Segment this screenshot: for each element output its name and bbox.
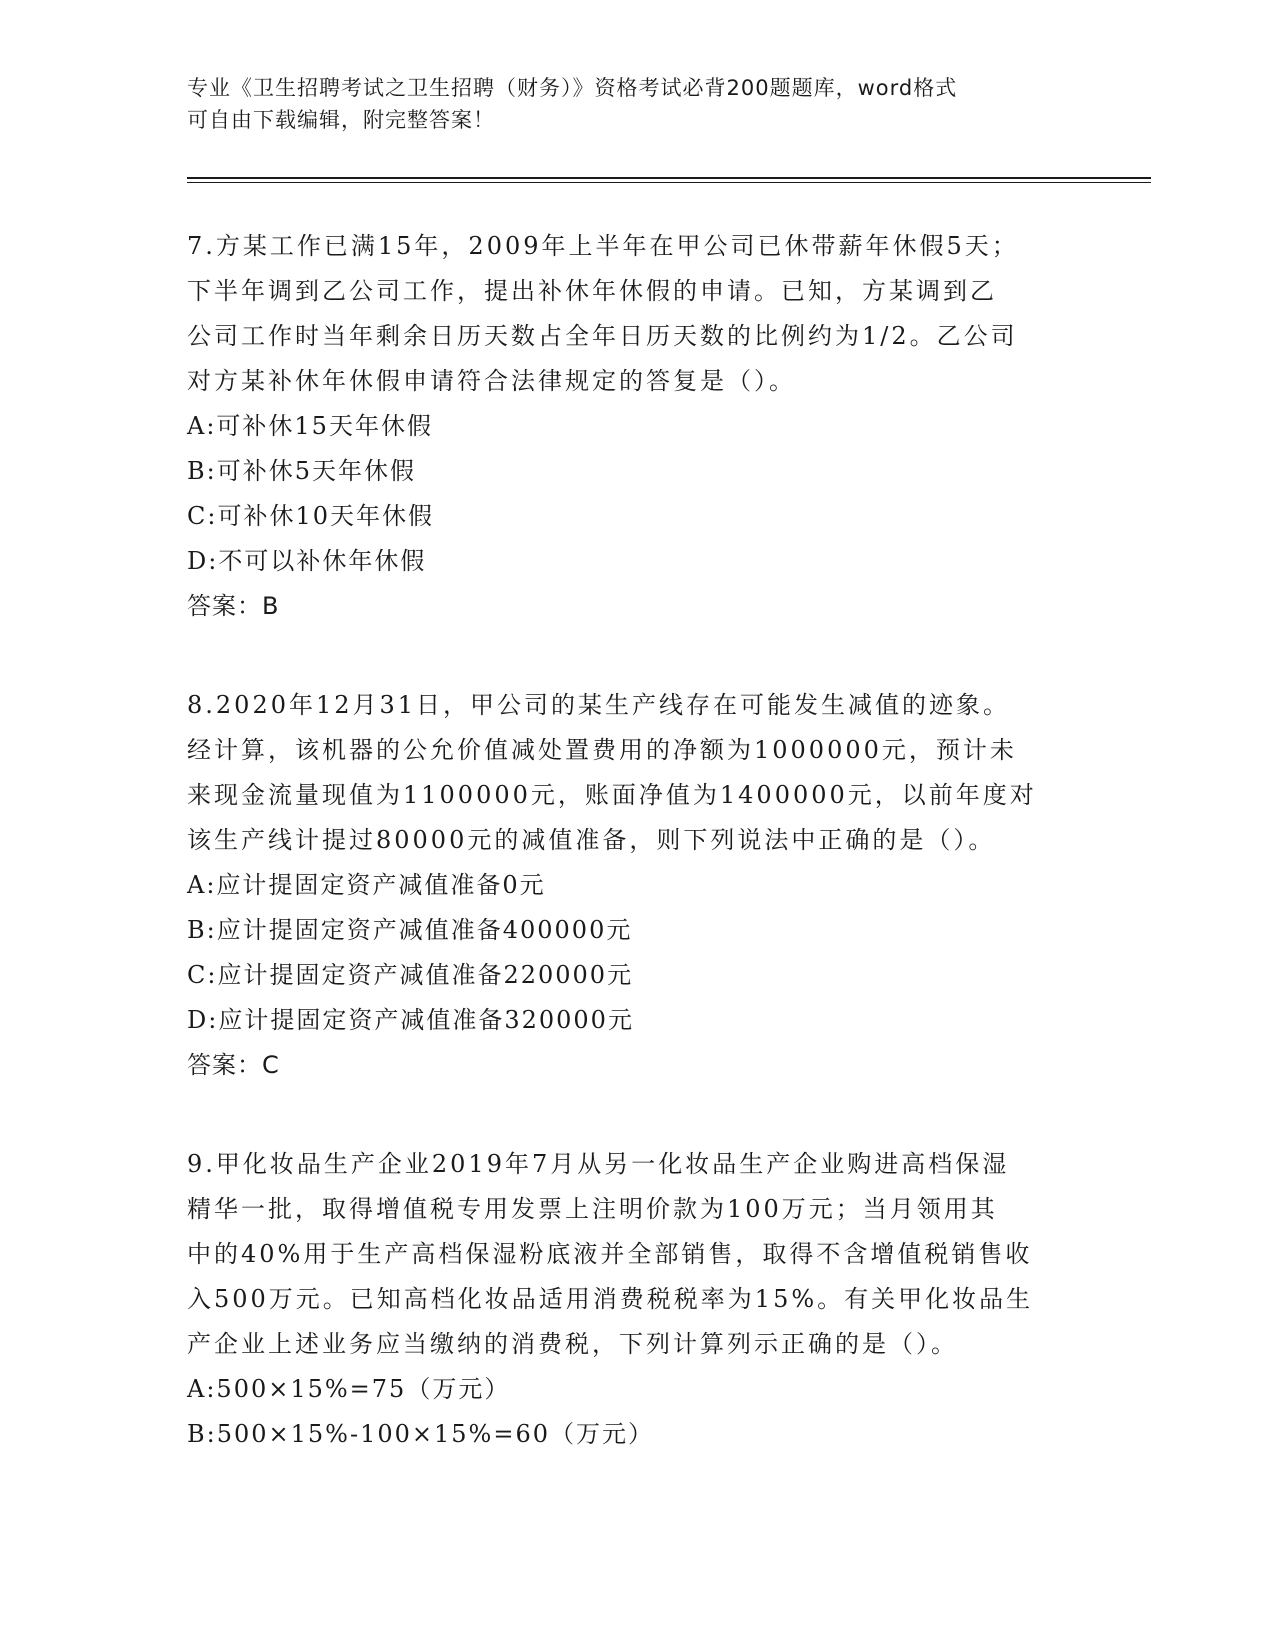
option-c: C:应计提固定资产减值准备220000元 [187, 961, 634, 989]
option-a: A:可补休15天年休假 [187, 412, 433, 440]
question-stem-line: 精华一批，取得增值税专用发票上注明价款为100万元；当月领用其 [187, 1195, 998, 1223]
option-a: A:500×15%=75（万元） [187, 1375, 511, 1403]
question-stem-line: 中的40%用于生产高档保湿粉底液并全部销售，取得不含增值税销售收 [187, 1240, 1033, 1268]
question-stem-line: 对方某补休年休假申请符合法律规定的答复是（）。 [187, 367, 796, 395]
question-stem-line: 8.2020年12月31日，甲公司的某生产线存在可能发生减值的迹象。 [187, 691, 1011, 719]
header-rule-thick [187, 177, 1151, 179]
option-c: C:可补休10天年休假 [187, 502, 434, 530]
question-7 [187, 224, 1087, 629]
option-d: D:不可以补休年休假 [187, 547, 427, 575]
question-stem-line: 9.甲化妆品生产企业2019年7月从另一化妆品生产企业购进高档保湿 [187, 1150, 1010, 1178]
option-a: A:应计提固定资产减值准备0元 [187, 871, 546, 899]
header-line-2: 可自由下载编辑，附完整答案！ [187, 108, 495, 132]
document-header [187, 72, 1067, 136]
answer-label: 答案：C [187, 1051, 280, 1079]
option-b: B:500×15%-100×15%=60（万元） [187, 1420, 655, 1448]
question-stem-line: 下半年调到乙公司工作，提出补休年休假的申请。已知，方某调到乙 [187, 277, 997, 305]
header-line-1: 专业《卫生招聘考试之卫生招聘（财务）》资格考试必背200题题库，word格式 [187, 76, 958, 100]
question-stem-line: 公司工作时当年剩余日历天数占全年日历天数的比例约为1/2。乙公司 [187, 322, 1018, 350]
option-b: B:可补休5天年休假 [187, 457, 416, 485]
option-b: B:应计提固定资产减值准备400000元 [187, 916, 633, 944]
question-8 [187, 683, 1087, 1088]
question-stem-line: 入500万元。已知高档化妆品适用消费税税率为15%。有关甲化妆品生 [187, 1285, 1034, 1313]
option-d: D:应计提固定资产减值准备320000元 [187, 1006, 634, 1034]
answer-label: 答案：B [187, 592, 280, 620]
question-stem-line: 7.方某工作已满15年，2009年上半年在甲公司已休带薪年休假5天； [187, 232, 1019, 260]
question-9 [187, 1142, 1087, 1457]
question-stem-line: 产企业上述业务应当缴纳的消费税，下列计算列示正确的是（）。 [187, 1330, 958, 1358]
header-rule-thin [187, 182, 1151, 183]
question-stem-line: 来现金流量现值为1100000元，账面净值为1400000元，以前年度对 [187, 781, 1037, 809]
question-stem-line: 经计算，该机器的公允价值减处置费用的净额为1000000元，预计未 [187, 736, 1017, 764]
question-stem-line: 该生产线计提过80000元的减值准备，则下列说法中正确的是（）。 [187, 826, 996, 854]
